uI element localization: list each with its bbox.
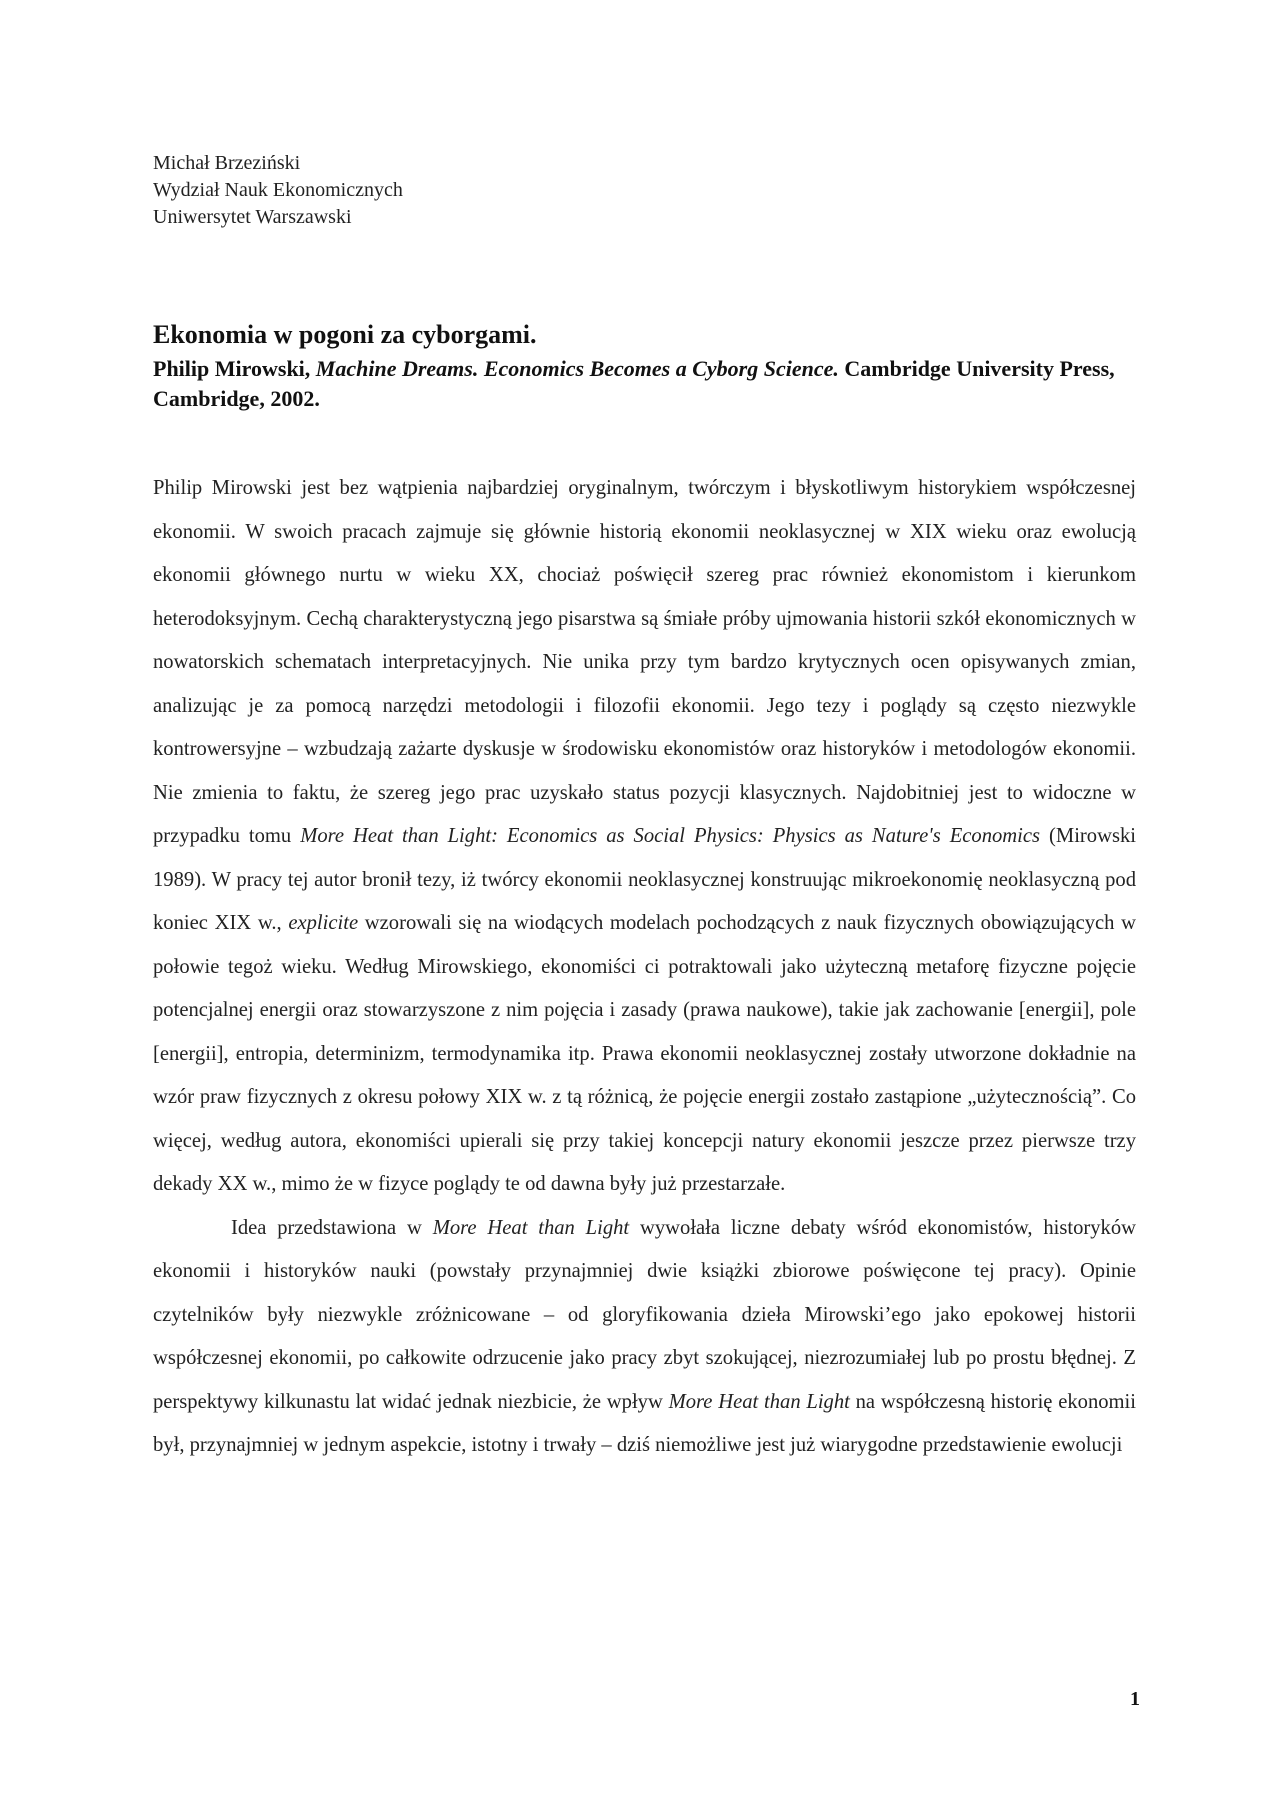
- reviewed-book-citation: [153, 354, 1133, 414]
- paragraph-1-text-a: Philip Mirowski jest bez wątpienia najbardziej oryginalnym, twórczym i błyskotliwym historykiem współczesnej ekonomii. W swoich pracach zajmuje się głównie historią ekonomii neoklasycznej w XIX wieku oraz ewolucją ekonomii głównego nurtu w wieku XX, chociaż poświęcił szereg prac również ekonomistom i kierunkom heterodoksyjnym. Cechą charakterystyczną jego pisarstwa są śmiałe próby ujmowania historii szkół ekonomicznych w nowatorskich schematach interpretacyjnych. Nie unika przy tym bardzo krytycznych ocen opisywanych zmian, analizując je za pomocą narzędzi metodologii i filozofii ekonomii. Jego tezy i poglądy są często niezwykle kontrowersyjne – wzbudzają zażarte dyskusje w środowisku ekonomistów oraz historyków i metodologów ekonomii. Nie zmienia to faktu, że szereg jego prac uzyskało status pozycji klasycznych. Najdobitniej jest to widoczne w przypadku tomu: [153, 477, 1136, 847]
- paragraph-2-text-c: na współczesną historię ekonomii był, przynajmniej w jednym aspekcie, istotny i trwały – dziś niemożliwe jest już wiarygodne przedstawienie ewolucji: [153, 1390, 1137, 1456]
- author-university: Uniwersytet Warszawski: [153, 206, 352, 228]
- paragraph-1-book-title: More Heat than Light: Economics as Social Physics: Physics as Nature's Economics: [300, 825, 1041, 847]
- paragraph-1-explicite: explicite: [288, 912, 359, 934]
- body-text: [153, 467, 1136, 1468]
- title-block: [153, 318, 1133, 414]
- author-block: [153, 150, 403, 231]
- citation-book-title: Machine Dreams. Economics Becomes a Cyborg Science.: [315, 356, 839, 381]
- paragraph-2-book-title-1: More Heat than Light: [432, 1216, 630, 1239]
- article-title: Ekonomia w pogoni za cyborgami.: [153, 320, 537, 349]
- paragraph-1-text-c: wzorowali się na wiodących modelach pochodzących z nauk fizycznych obowiązujących w połowie tegoż wieku. Według Mirowskiego, ekonomiści ci potraktowali jako użyteczną metaforę fizyczne pojęcie potencjalnej energii oraz stowarzyszone z nim pojęcia i zasady (prawa naukowe), takie jak zachowanie [energii], pole [energii], entropia, determinizm, termodynamika itp. Prawa ekonomii neoklasycznej zostały utworzone dokładnie na wzór praw fizycznych z okresu połowy XIX w. z tą różnicą, że pojęcie energii zostało zastąpione „użytecznością”. Co więcej, według autora, ekonomiści upierali się przy takiej koncepcji natury ekonomii jeszcze przez pierwsze trzy dekady XX w., mimo że w fizyce poglądy te od dawna były już przestarzałe.: [153, 912, 1136, 1195]
- author-faculty: Wydział Nauk Ekonomicznych: [153, 179, 403, 201]
- paragraph-1: [153, 467, 1136, 1207]
- author-name: Michał Brzeziński: [153, 152, 301, 174]
- citation-publisher: Cambridge University Press, Cambridge, 2002.: [153, 356, 1115, 411]
- paragraph-2: [153, 1207, 1136, 1468]
- paragraph-2-book-title-2: More Heat than Light: [668, 1390, 850, 1413]
- paragraph-1-text-b: (Mirowski 1989). W pracy tej autor bronił tezy, iż twórcy ekonomii neoklasycznej konstruując mikroekonomię neoklasyczną pod koniec XIX w.,: [153, 825, 1136, 934]
- page-number: 1: [1130, 1688, 1140, 1710]
- paragraph-2-text-b: wywołała liczne debaty wśród ekonomistów, historyków ekonomii i historyków nauki (powstały przynajmniej dwie książki zbiorowe poświęcone tej pracy). Opinie czytelników były niezwykle zróżnicowane – od gloryfikowania dzieła Mirowski’ego jako epokowej historii współczesnej ekonomii, po całkowite odrzucenie jako pracy zbyt szokującej, niezrozumiałej lub po prostu błędnej. Z perspektywy kilkunastu lat widać jednak niezbicie, że wpływ: [153, 1216, 1136, 1413]
- paragraph-2-text-a: Idea przedstawiona w: [231, 1216, 433, 1239]
- citation-author: Philip Mirowski,: [153, 356, 316, 381]
